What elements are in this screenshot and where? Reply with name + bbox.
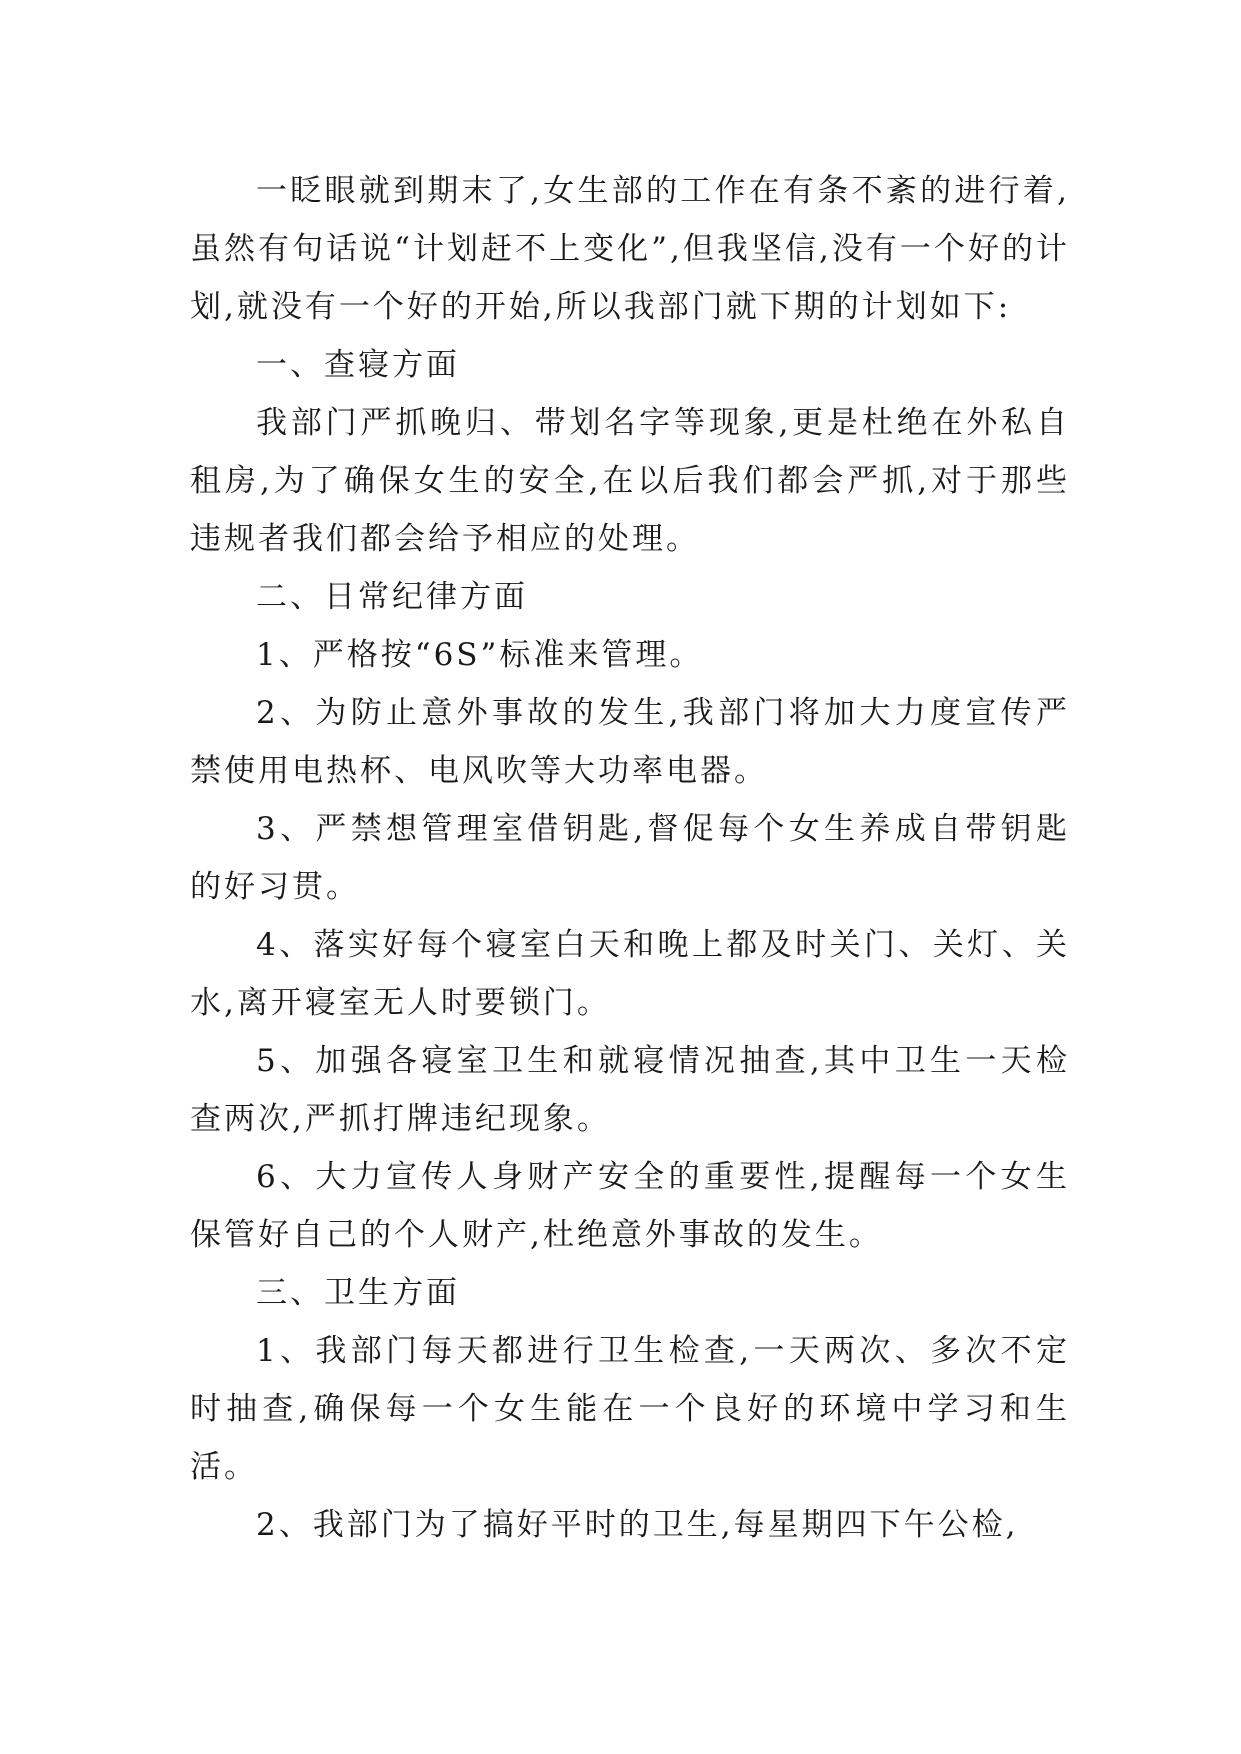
hygiene-item-2: 2、我部门为了搞好平时的卫生,每星期四下午公检, [256,1507,1019,1543]
dorm-check-paragraph: 我部门严抓晚归、带划名字等现象,更是杜绝在外私自租房,为了确保女生的安全,在以后我们都会严抓,对于那些违规者我们都会给予相应的处理。 [190,405,1070,557]
section-heading-daily-discipline: 二、日常纪律方面 [256,579,528,615]
discipline-item-1: 1、严格按“6S”标准来管理。 [256,637,704,673]
discipline-item-5: 5、加强各寝室卫生和就寝情况抽查,其中卫生一天检查两次,严抓打牌违纪现象。 [190,1043,1070,1137]
section-heading-hygiene: 三、卫生方面 [256,1275,460,1311]
discipline-item-6: 6、大力宣传人身财产安全的重要性,提醒每一个女生保管好自己的个人财产,杜绝意外事故的发生。 [190,1159,1070,1253]
discipline-item-4: 4、落实好每个寝室白天和晚上都及时关门、关灯、关水,离开寝室无人时要锁门。 [190,927,1070,1021]
document-body [190,162,1070,1554]
section-heading-dorm-check: 一、查寝方面 [256,347,460,383]
discipline-item-2: 2、为防止意外事故的发生,我部门将加大力度宣传严禁使用电热杯、电风吹等大功率电器。 [190,695,1070,789]
hygiene-item-1: 1、我部门每天都进行卫生检查,一天两次、多次不定时抽查,确保每一个女生能在一个良好的环境中学习和生活。 [190,1333,1070,1485]
intro-paragraph: 一眨眼就到期末了,女生部的工作在有条不紊的进行着,虽然有句话说“计划赶不上变化”,但我坚信,没有一个好的计划,就没有一个好的开始,所以我部门就下期的计划如下: [190,173,1070,325]
discipline-item-3: 3、严禁想管理室借钥匙,督促每个女生养成自带钥匙的好习贯。 [190,811,1070,905]
